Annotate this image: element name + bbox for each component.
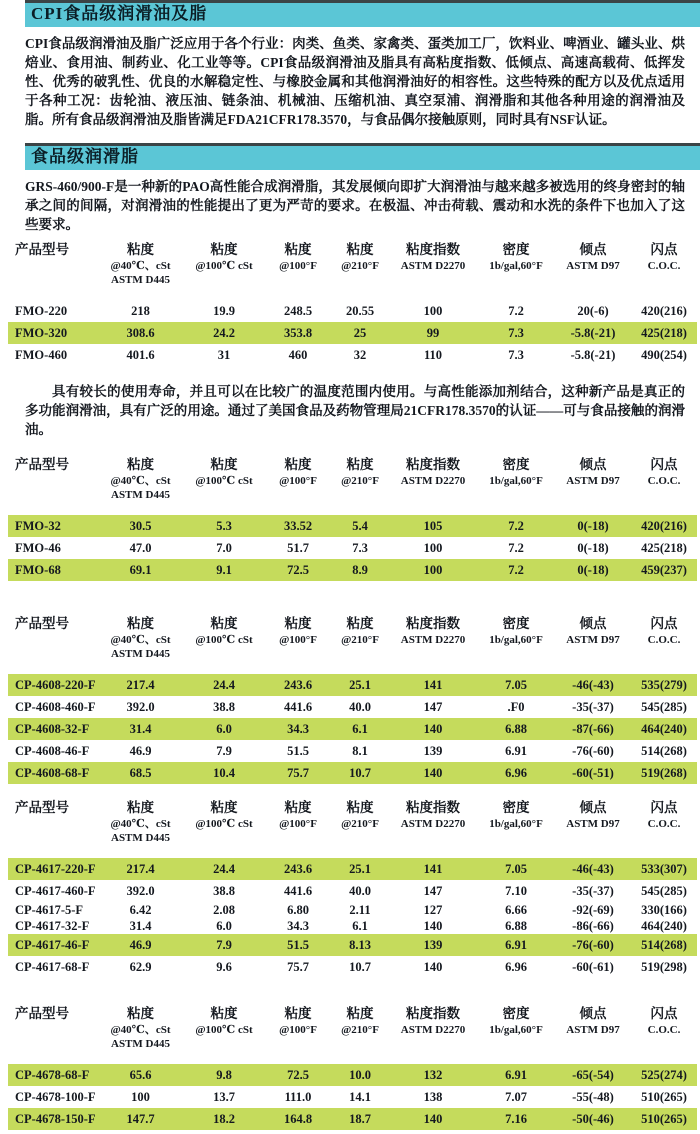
table-cell: 510(265) <box>641 1090 687 1104</box>
table-header-row <box>8 798 697 858</box>
table-cell: -50(-46) <box>555 1108 631 1130</box>
product-model-cell: FMO-68 <box>8 559 98 581</box>
spec-table <box>8 614 697 784</box>
spec-table <box>8 798 697 978</box>
column-header: 粘度 @210°F <box>341 616 379 646</box>
table-cell: .F0 <box>507 700 525 714</box>
table-cell: 0(-18) <box>555 515 631 537</box>
table-cell: 105 <box>389 515 477 537</box>
product-model-cell: CP-4608-32-F <box>8 718 98 740</box>
table-cell: 6.88 <box>477 718 555 740</box>
table-cell: 510(265) <box>631 1108 697 1130</box>
table-cell: 18.7 <box>331 1108 389 1130</box>
table-cell: 460 <box>288 348 308 362</box>
column-header: 粘度 @210°F <box>341 242 379 272</box>
product-model-cell: CP-4678-150-F <box>8 1108 98 1130</box>
table-row <box>8 344 697 366</box>
table-cell: 545(285) <box>641 884 687 898</box>
table-cell: 25.1 <box>331 674 389 696</box>
table-cell: 18.2 <box>183 1108 265 1130</box>
table-row <box>8 918 697 934</box>
table-cell: -35(-37) <box>572 700 614 714</box>
table-cell: 6.88 <box>505 919 527 933</box>
section-header-food-grade-grease <box>25 143 700 170</box>
table-cell: 420(216) <box>631 515 697 537</box>
column-header: 粘度 @100°F <box>279 242 317 272</box>
table-cell: 490(254) <box>641 348 687 362</box>
table-cell: 353.8 <box>265 322 331 344</box>
column-header: 倾点 ASTM D97 <box>566 616 620 646</box>
table-cell: 6.96 <box>505 960 527 974</box>
table-cell: 8.13 <box>331 934 389 956</box>
section-header-food-grade-oils <box>25 0 700 27</box>
table-cell: 141 <box>389 858 477 880</box>
product-model-cell: CP-4608-68-F <box>8 762 98 784</box>
fmo-low-viscosity-table <box>8 455 697 581</box>
table-cell: 2.08 <box>213 903 235 917</box>
table-header-row <box>8 455 697 515</box>
column-header: 倾点 ASTM D97 <box>566 242 620 272</box>
section-title: 食品级润滑脂 <box>31 147 139 166</box>
table-cell: 545(285) <box>641 700 687 714</box>
table-cell: 2.11 <box>349 903 371 917</box>
table-cell: 31 <box>217 348 231 362</box>
table-cell: 72.5 <box>265 559 331 581</box>
table-cell: 218 <box>131 304 150 318</box>
table-cell: 7.2 <box>477 515 555 537</box>
table-cell: 519(298) <box>641 960 687 974</box>
table-cell: 33.52 <box>265 515 331 537</box>
column-header: 粘度 @100°F <box>279 1006 317 1036</box>
table-row <box>8 322 697 344</box>
spec-table <box>8 1004 697 1130</box>
table-cell: 464(240) <box>641 919 687 933</box>
column-header: 闪点 C.O.C. <box>647 242 681 272</box>
table-cell: 31.4 <box>129 919 152 933</box>
column-header: 粘度 @100℃ cSt <box>195 800 253 830</box>
table-row <box>8 740 697 762</box>
table-cell: 243.6 <box>265 674 331 696</box>
table-cell: 140 <box>389 718 477 740</box>
column-header: 粘度 @40℃、cSt ASTM D445 <box>110 800 171 844</box>
cp-4617-table <box>8 798 697 978</box>
product-model-cell: CP-4678-68-F <box>8 1064 98 1086</box>
product-model-cell: FMO-320 <box>8 322 98 344</box>
table-cell: 30.5 <box>98 515 183 537</box>
table-cell: 6.1 <box>352 919 368 933</box>
table-cell: 69.1 <box>98 559 183 581</box>
table-cell: 51.7 <box>287 541 309 555</box>
table-cell: 38.8 <box>213 884 235 898</box>
table-cell: 514(268) <box>641 744 687 758</box>
table-cell: 0(-18) <box>577 541 609 555</box>
table-cell: 72.5 <box>265 1064 331 1086</box>
table-row <box>8 696 697 718</box>
service-life-paragraph: 具有较长的使用寿命，并且可以在比较广的温度范围内使用。与高性能添加剂结合，这种新产品是真正的多功能润滑油，具有广泛的用途。通过了美国食品及药物管理局21CFR178.3570的认证——可与食品接触的润滑油。 <box>25 384 685 437</box>
table-cell: 420(216) <box>641 304 687 318</box>
table-cell: 141 <box>389 674 477 696</box>
table-cell: -55(-48) <box>572 1090 614 1104</box>
table-cell: 65.6 <box>98 1064 183 1086</box>
table-cell: 140 <box>423 960 443 974</box>
column-header: 粘度 @100°F <box>279 457 317 487</box>
table-cell: 6.42 <box>129 903 152 917</box>
column-header: 粘度 @40℃、cSt ASTM D445 <box>110 457 171 501</box>
table-cell: 9.1 <box>183 559 265 581</box>
table-cell: 25.1 <box>331 858 389 880</box>
table-cell: 7.2 <box>477 559 555 581</box>
table-cell: 40.0 <box>349 700 371 714</box>
table-cell: 217.4 <box>98 674 183 696</box>
table-row <box>8 718 697 740</box>
table-cell: 34.3 <box>265 718 331 740</box>
table-cell: -87(-66) <box>555 718 631 740</box>
table-cell: 75.7 <box>287 960 309 974</box>
grease-description-paragraph: GRS-460/900-F是一种新的PAO高性能合成润滑脂，其发展倾向即扩大润滑油与越来越多被选用的终身密封的轴承之间的间隔，对润滑油的性能提出了更为严苛的要求。在极温、冲击荷载、震动和水洗的条件下也加入了这些要求。 <box>25 179 685 232</box>
table-row <box>8 537 697 559</box>
table-cell: 24.4 <box>183 858 265 880</box>
table-cell: 100 <box>131 1090 150 1104</box>
table-cell: 46.9 <box>129 744 152 758</box>
table-row <box>8 858 697 880</box>
column-header: 产品型号 <box>15 800 69 815</box>
table-cell: 7.2 <box>508 304 524 318</box>
table-cell: 401.6 <box>126 348 155 362</box>
column-header: 产品型号 <box>15 1006 69 1021</box>
table-cell: 140 <box>389 762 477 784</box>
table-row <box>8 934 697 956</box>
table-cell: 9.8 <box>183 1064 265 1086</box>
table-cell: -5.8(-21) <box>555 322 631 344</box>
table-header-row <box>8 614 697 674</box>
column-header: 粘度指数 ASTM D2270 <box>400 242 466 272</box>
column-header: 粘度 @100℃ cSt <box>195 242 253 272</box>
column-header: 闪点 C.O.C. <box>647 1006 681 1036</box>
table-cell: 7.2 <box>508 541 524 555</box>
column-header: 产品型号 <box>15 242 69 257</box>
table-cell: 100 <box>423 541 443 555</box>
table-row <box>8 300 697 322</box>
table-cell: 110 <box>423 348 443 362</box>
table-cell: 24.4 <box>183 674 265 696</box>
table-cell: 464(240) <box>631 718 697 740</box>
table-cell: 10.7 <box>349 960 371 974</box>
table-cell: 132 <box>389 1064 477 1086</box>
table-row <box>8 674 697 696</box>
column-header: 倾点 ASTM D97 <box>566 800 620 830</box>
table-cell: 7.05 <box>477 858 555 880</box>
table-cell: 62.9 <box>129 960 152 974</box>
table-cell: 392.0 <box>126 700 155 714</box>
column-header: 粘度 @100°F <box>279 616 317 646</box>
table-cell: 6.91 <box>505 744 527 758</box>
table-cell: 6.0 <box>216 919 232 933</box>
table-cell: 0(-18) <box>555 559 631 581</box>
product-model-cell: CP-4608-220-F <box>8 674 98 696</box>
table-cell: 20(-6) <box>577 304 609 318</box>
product-model-cell: CP-4678-100-F <box>15 1090 96 1104</box>
table-cell: 514(268) <box>631 934 697 956</box>
table-header-row <box>8 1004 697 1064</box>
table-row <box>8 956 697 978</box>
table-cell: 6.80 <box>287 903 309 917</box>
table-cell: 6.0 <box>183 718 265 740</box>
column-header: 倾点 ASTM D97 <box>566 1006 620 1036</box>
table-cell: 7.16 <box>477 1108 555 1130</box>
table-cell: 441.6 <box>283 700 313 714</box>
table-row <box>8 559 697 581</box>
table-cell: 111.0 <box>284 1090 312 1104</box>
table-cell: 51.5 <box>287 744 309 758</box>
table-cell: 8.1 <box>352 744 368 758</box>
product-model-cell: CP-4617-68-F <box>15 960 90 974</box>
column-header: 粘度 @210°F <box>341 1006 379 1036</box>
table-cell: -60(-61) <box>572 960 614 974</box>
spec-table <box>8 455 697 581</box>
table-cell: 147.7 <box>98 1108 183 1130</box>
table-row <box>8 515 697 537</box>
column-header: 闪点 C.O.C. <box>647 616 681 646</box>
table-cell: 7.9 <box>183 934 265 956</box>
table-row <box>8 1086 697 1108</box>
table-cell: 68.5 <box>98 762 183 784</box>
product-model-cell: FMO-32 <box>8 515 98 537</box>
product-model-cell: CP-4608-460-F <box>15 700 96 714</box>
product-model-cell: CP-4617-220-F <box>8 858 98 880</box>
table-cell: 7.3 <box>508 348 524 362</box>
table-cell: 139 <box>423 744 443 758</box>
table-cell: 14.1 <box>349 1090 371 1104</box>
table-cell: 46.9 <box>98 934 183 956</box>
table-cell: 308.6 <box>98 322 183 344</box>
column-header: 闪点 C.O.C. <box>647 457 681 487</box>
table-cell: 6.96 <box>477 762 555 784</box>
column-header: 粘度 @40℃、cSt ASTM D445 <box>110 616 171 660</box>
table-cell: -76(-60) <box>572 744 614 758</box>
table-cell: 7.07 <box>505 1090 527 1104</box>
table-cell: 10.0 <box>331 1064 389 1086</box>
table-cell: 9.6 <box>216 960 232 974</box>
table-cell: 51.5 <box>265 934 331 956</box>
table-cell: 164.8 <box>265 1108 331 1130</box>
table-cell: 19.9 <box>213 304 235 318</box>
table-cell: 24.2 <box>183 322 265 344</box>
spec-table <box>8 240 697 366</box>
table-row <box>8 1108 697 1130</box>
column-header: 密度 1b/gal,60°F <box>489 457 543 487</box>
table-cell: 75.7 <box>265 762 331 784</box>
table-row <box>8 902 697 918</box>
table-cell: 525(274) <box>631 1064 697 1086</box>
column-header: 粘度 @100°F <box>279 800 317 830</box>
column-header: 产品型号 <box>15 457 69 472</box>
table-cell: 7.3 <box>477 322 555 344</box>
table-cell: 330(166) <box>641 903 687 917</box>
column-header: 密度 1b/gal,60°F <box>489 242 543 272</box>
table-cell: 425(218) <box>641 541 687 555</box>
table-cell: 10.4 <box>183 762 265 784</box>
column-header: 粘度 @100℃ cSt <box>195 1006 253 1036</box>
cp-4678-table <box>8 1004 697 1130</box>
table-row <box>8 762 697 784</box>
table-row <box>8 880 697 902</box>
table-cell: 32 <box>353 348 367 362</box>
table-cell: 425(218) <box>631 322 697 344</box>
table-cell: 147 <box>423 884 443 898</box>
table-cell: -46(-43) <box>555 858 631 880</box>
table-cell: 34.3 <box>287 919 309 933</box>
table-cell: 441.6 <box>283 884 313 898</box>
table-cell: 7.0 <box>216 541 232 555</box>
intro-paragraph: CPI食品级润滑油及脂广泛应用于各个行业：肉类、鱼类、家禽类、蛋类加工厂，饮料业、啤酒业、罐头业、烘焙业、食用油、制药业、化工业等等。CPI食品级润滑油及脂具有高粘度指数、低倾点、高速高载荷、低挥发性、优秀的破乳性、优良的水解稳定性、与橡胶金属和其他润滑油好的相容性。这些特殊的配方以及优点适用于各种工况：齿轮油、液压油、链条油、机械油、压缩机油、真空泵浦、润滑脂和其他各种用途的润滑油及脂。所有食品级润滑油及脂皆满足FDA21CFR178.3570，与食品偶尔接触原则，同时具有NSF认证。 <box>25 36 685 127</box>
table-cell: 99 <box>389 322 477 344</box>
table-cell: 100 <box>389 559 477 581</box>
column-header: 粘度 @40℃、cSt ASTM D445 <box>110 242 171 286</box>
table-cell: 248.5 <box>283 304 313 318</box>
table-cell: 127 <box>423 903 443 917</box>
column-header: 密度 1b/gal,60°F <box>489 1006 543 1036</box>
table-cell: 10.7 <box>331 762 389 784</box>
column-header: 产品型号 <box>15 616 69 631</box>
table-cell: 217.4 <box>98 858 183 880</box>
table-cell: -92(-69) <box>572 903 614 917</box>
table-cell: -60(-51) <box>555 762 631 784</box>
product-model-cell: FMO-460 <box>15 348 68 362</box>
table-cell: -76(-60) <box>555 934 631 956</box>
column-header: 粘度 @100℃ cSt <box>195 616 253 646</box>
table-cell: -46(-43) <box>555 674 631 696</box>
table-cell: 6.1 <box>331 718 389 740</box>
table-cell: -5.8(-21) <box>570 348 616 362</box>
table-cell: 147 <box>423 700 443 714</box>
table-cell: 138 <box>423 1090 443 1104</box>
table-cell: 6.91 <box>477 1064 555 1086</box>
table-cell: 8.9 <box>331 559 389 581</box>
table-cell: 392.0 <box>126 884 155 898</box>
column-header: 密度 1b/gal,60°F <box>489 800 543 830</box>
table-cell: 13.7 <box>213 1090 235 1104</box>
table-cell: 31.4 <box>98 718 183 740</box>
column-header: 粘度指数 ASTM D2270 <box>400 457 466 487</box>
product-model-cell: CP-4617-46-F <box>8 934 98 956</box>
table-cell: 7.9 <box>216 744 232 758</box>
product-model-cell: CP-4617-32-F <box>15 919 90 933</box>
product-model-cell: CP-4617-460-F <box>15 884 96 898</box>
table-cell: 47.0 <box>129 541 152 555</box>
table-cell: 100 <box>423 304 443 318</box>
table-cell: 6.66 <box>505 903 527 917</box>
product-model-cell: FMO-220 <box>15 304 68 318</box>
column-header: 倾点 ASTM D97 <box>566 457 620 487</box>
column-header: 闪点 C.O.C. <box>647 800 681 830</box>
table-cell: 40.0 <box>349 884 371 898</box>
column-header: 粘度 @100℃ cSt <box>195 457 253 487</box>
table-cell: 6.91 <box>477 934 555 956</box>
table-cell: 139 <box>389 934 477 956</box>
table-cell: 7.05 <box>477 674 555 696</box>
table-cell: 243.6 <box>265 858 331 880</box>
table-cell: 459(237) <box>631 559 697 581</box>
product-model-cell: FMO-46 <box>15 541 61 555</box>
column-header: 粘度 @210°F <box>341 457 379 487</box>
table-cell: 140 <box>389 1108 477 1130</box>
table-cell: 5.3 <box>183 515 265 537</box>
fmo-high-viscosity-table <box>8 240 697 366</box>
product-model-cell: CP-4608-46-F <box>15 744 90 758</box>
product-model-cell: CP-4617-5-F <box>15 903 84 917</box>
table-cell: -35(-37) <box>572 884 614 898</box>
cp-4608-table <box>8 614 697 784</box>
table-cell: 519(268) <box>631 762 697 784</box>
table-cell: 7.10 <box>505 884 527 898</box>
table-cell: -65(-54) <box>555 1064 631 1086</box>
column-header: 密度 1b/gal,60°F <box>489 616 543 646</box>
section-title: CPI食品级润滑油及脂 <box>31 4 208 23</box>
table-cell: 5.4 <box>331 515 389 537</box>
table-cell: -86(-66) <box>572 919 614 933</box>
table-cell: 38.8 <box>213 700 235 714</box>
column-header: 粘度指数 ASTM D2270 <box>400 800 466 830</box>
column-header: 粘度 @40℃、cSt ASTM D445 <box>110 1006 171 1050</box>
table-cell: 7.3 <box>352 541 368 555</box>
table-cell: 535(279) <box>631 674 697 696</box>
table-header-row <box>8 240 697 300</box>
column-header: 粘度 @210°F <box>341 800 379 830</box>
table-cell: 140 <box>423 919 443 933</box>
table-cell: 20.55 <box>345 304 375 318</box>
table-cell: 25 <box>331 322 389 344</box>
table-cell: 533(307) <box>631 858 697 880</box>
column-header: 粘度指数 ASTM D2270 <box>400 616 466 646</box>
table-row <box>8 1064 697 1086</box>
column-header: 粘度指数 ASTM D2270 <box>400 1006 466 1036</box>
